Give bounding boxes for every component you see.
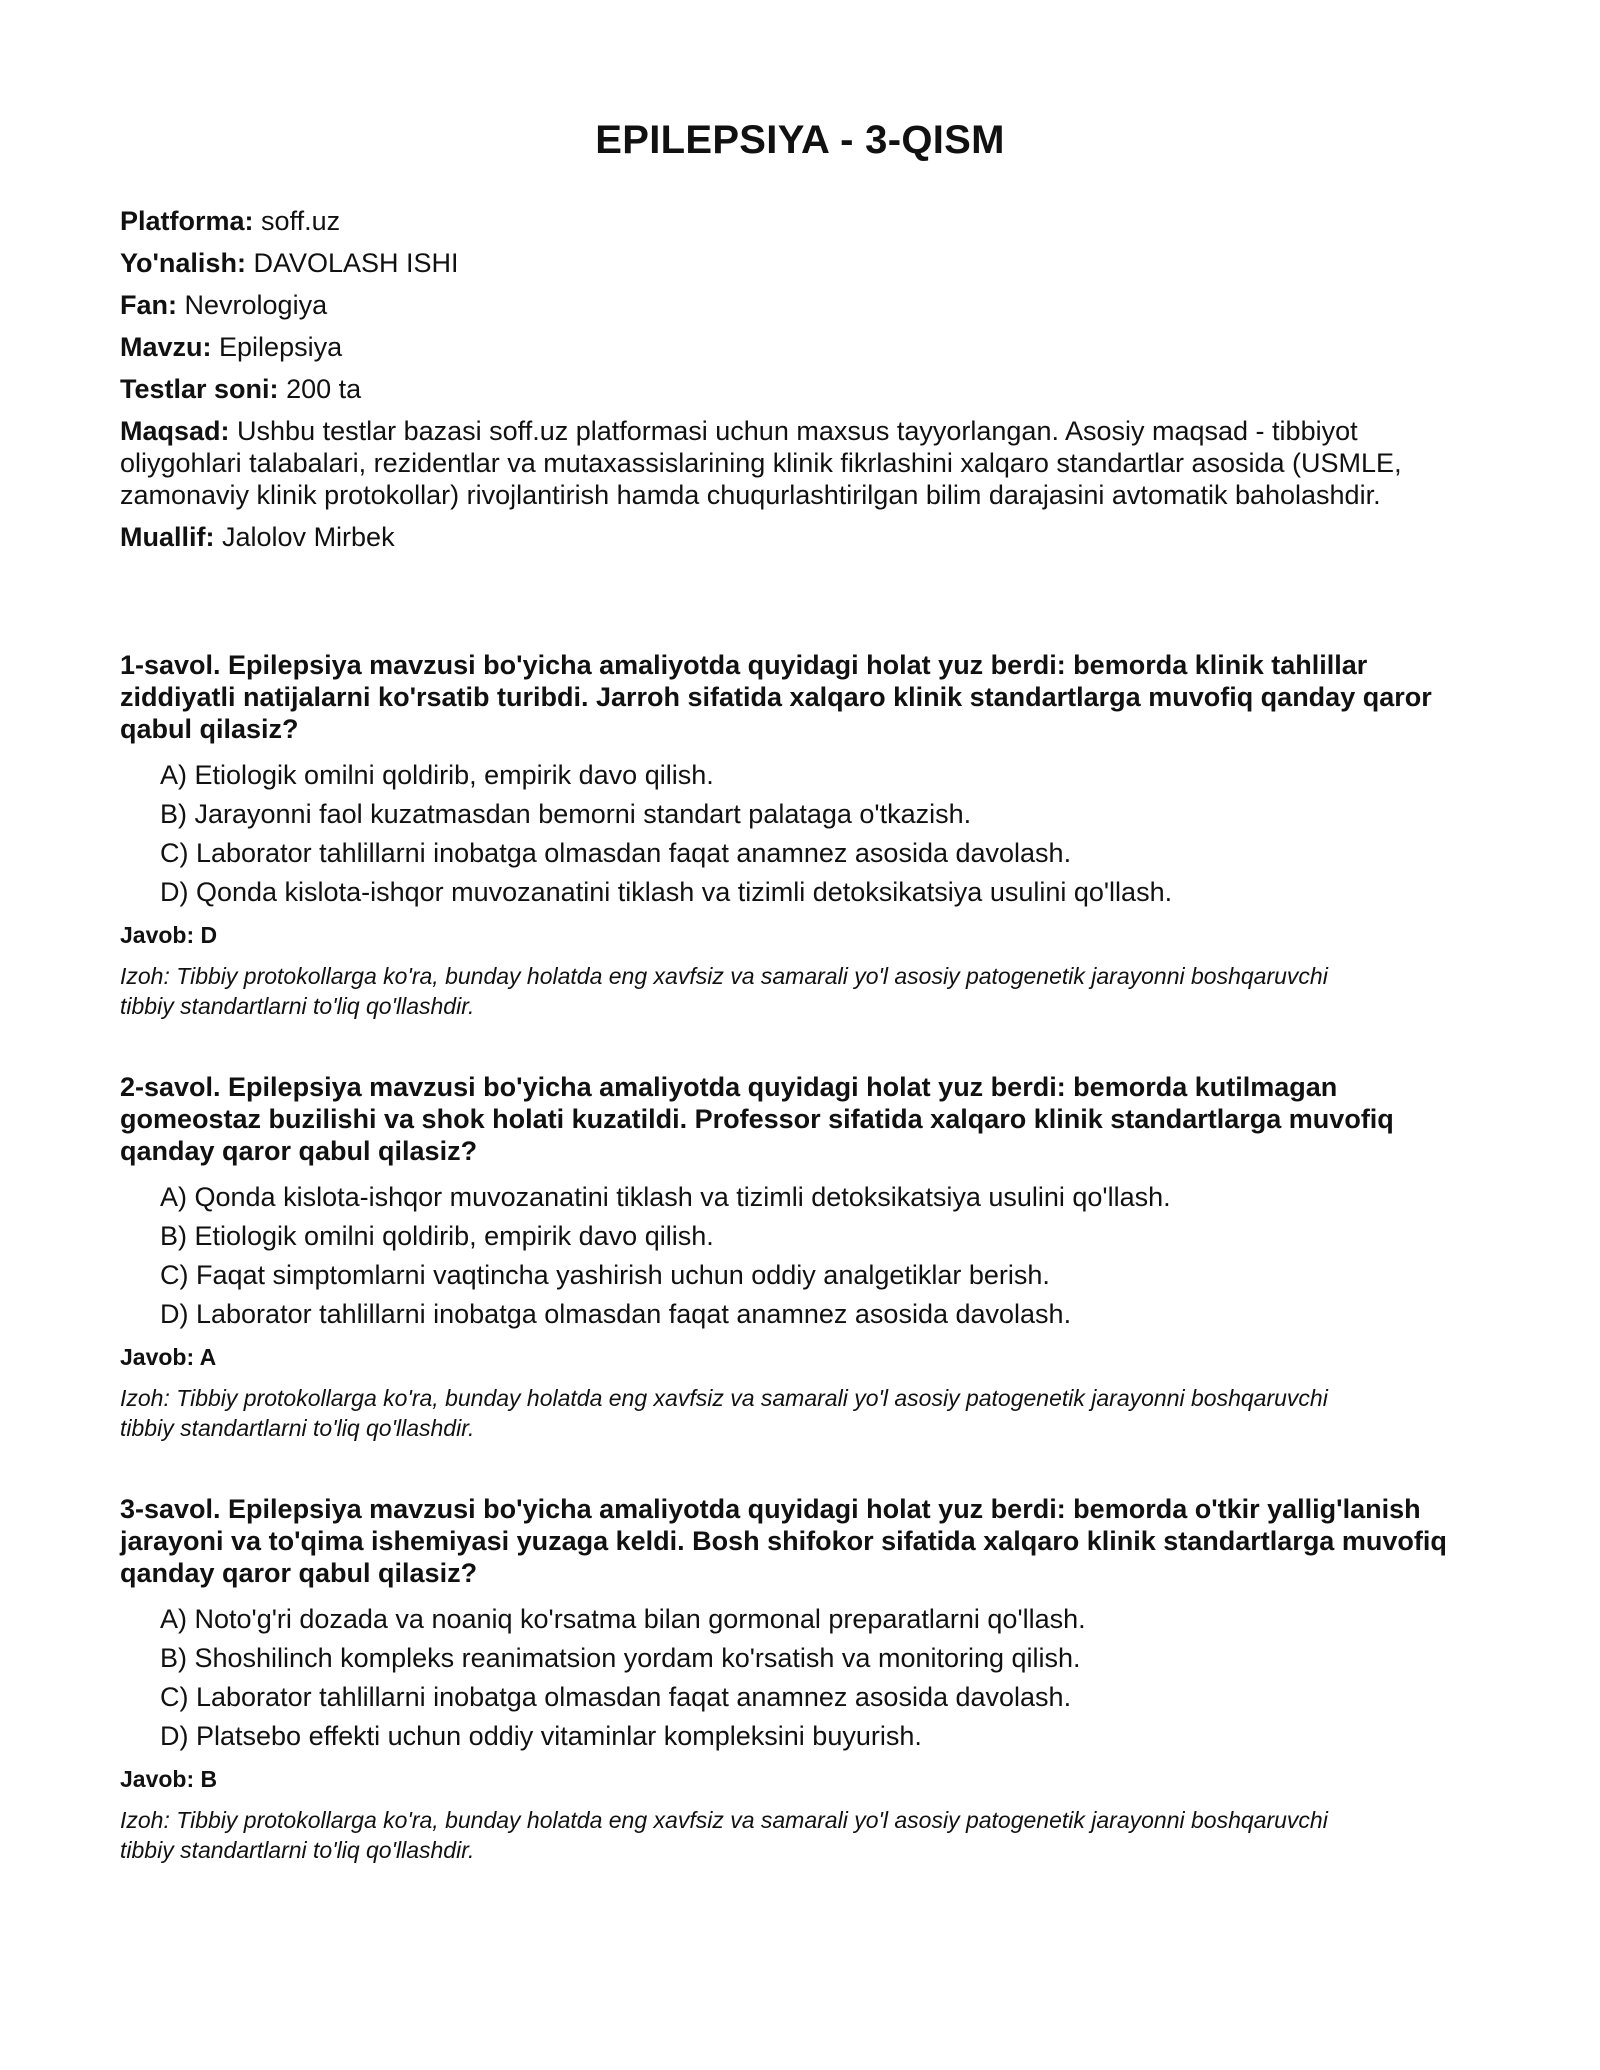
option-list (160, 1603, 1480, 1752)
meta-direction (120, 247, 1480, 279)
question-text: 3-savol. Epilepsiya mavzusi bo'yicha amaliyotda quyidagi holat yuz berdi: bemorda o'tkir yallig'lanish jarayoni va to'qima ishemiyasi yuzaga keldi. Bosh shifokor sifatida xalqaro klinik standartlarga muvofiq qanday qaror qabul qilasiz? (120, 1494, 1447, 1588)
option-list (160, 1181, 1480, 1330)
answer: Javob: A (120, 1344, 217, 1370)
option-c: C) Laborator tahlillarni inobatga olmasdan faqat anamnez asosida davolash. (160, 1682, 1072, 1712)
option-c: C) Laborator tahlillarni inobatga olmasdan faqat anamnez asosida davolash. (160, 838, 1072, 868)
meta-value: Epilepsiya (219, 332, 343, 362)
meta-value: soff.uz (261, 206, 341, 236)
meta-label: Platforma: (120, 206, 254, 236)
meta-value: 200 ta (286, 374, 362, 404)
option-b: B) Jarayonni faol kuzatmasdan bemorni standart palataga o'tkazish. (160, 799, 972, 829)
answer: Javob: D (120, 922, 218, 948)
meta-author (120, 521, 1480, 553)
meta-value: Ushbu testlar bazasi soff.uz platformasi uchun maxsus tayyorlangan. Asosiy maqsad - tibbiyot oliygohlari talabalari, rezidentlar va mutaxassislarining klinik fikrlashini xalqaro standartlar asosida (USMLE, zamonaviy klinik protokollar) rivojlantirish hamda chuqurlashtirilgan bilim darajasini avtomatik baholashdir. (120, 416, 1402, 510)
meta-purpose (120, 415, 1480, 511)
meta-platform (120, 205, 1480, 237)
meta-label: Maqsad: (120, 416, 230, 446)
meta-topic (120, 331, 1480, 363)
explanation: Izoh: Tibbiy protokollarga ko'ra, bunday holatda eng xavfsiz va samarali yo'l asosiy patogenetik jarayonni boshqaruvchi tibbiy standartlarni to'liq qo'llashdir. (120, 1807, 1328, 1863)
meta-label: Fan: (120, 290, 177, 320)
meta-label: Mavzu: (120, 332, 212, 362)
explanation: Izoh: Tibbiy protokollarga ko'ra, bunday holatda eng xavfsiz va samarali yo'l asosiy patogenetik jarayonni boshqaruvchi tibbiy standartlarni to'liq qo'llashdir. (120, 1385, 1328, 1441)
option-a: A) Qonda kislota-ishqor muvozanatini tiklash va tizimli detoksikatsiya usulini qo'llash. (160, 1182, 1171, 1212)
option-b: B) Shoshilinch kompleks reanimatsion yordam ko'rsatish va monitoring qilish. (160, 1643, 1081, 1673)
meta-value: Nevrologiya (184, 290, 328, 320)
option-a: A) Etiologik omilni qoldirib, empirik davo qilish. (160, 760, 714, 790)
option-b: B) Etiologik omilni qoldirib, empirik davo qilish. (160, 1221, 714, 1251)
question-1 (120, 649, 1480, 1021)
document-page (120, 118, 1480, 1915)
meta-label: Yo'nalish: (120, 248, 246, 278)
meta-block (120, 205, 1480, 553)
option-list (160, 759, 1480, 908)
meta-value: Jalolov Mirbek (222, 522, 395, 552)
option-a: A) Noto'g'ri dozada va noaniq ko'rsatma bilan gormonal preparatlarni qo'llash. (160, 1604, 1086, 1634)
page-title: EPILEPSIYA - 3-QISM (595, 118, 1005, 162)
option-d: D) Laborator tahlillarni inobatga olmasdan faqat anamnez asosida davolash. (160, 1299, 1072, 1329)
explanation: Izoh: Tibbiy protokollarga ko'ra, bunday holatda eng xavfsiz va samarali yo'l asosiy patogenetik jarayonni boshqaruvchi tibbiy standartlarni to'liq qo'llashdir. (120, 963, 1328, 1019)
meta-test-count (120, 373, 1480, 405)
meta-subject (120, 289, 1480, 321)
meta-label: Testlar soni: (120, 374, 279, 404)
question-2 (120, 1071, 1480, 1443)
question-3 (120, 1493, 1480, 1865)
option-c: C) Faqat simptomlarni vaqtincha yashirish uchun oddiy analgetiklar berish. (160, 1260, 1050, 1290)
meta-label: Muallif: (120, 522, 215, 552)
question-text: 2-savol. Epilepsiya mavzusi bo'yicha amaliyotda quyidagi holat yuz berdi: bemorda kutilmagan gomeostaz buzilishi va shok holati kuzatildi. Professor sifatida xalqaro klinik standartlarga muvofiq qanday qaror qabul qilasiz? (120, 1072, 1394, 1166)
option-d: D) Platsebo effekti uchun oddiy vitaminlar kompleksini buyurish. (160, 1721, 922, 1751)
meta-value: DAVOLASH ISHI (253, 248, 459, 278)
option-d: D) Qonda kislota-ishqor muvozanatini tiklash va tizimli detoksikatsiya usulini qo'llash. (160, 877, 1173, 907)
answer: Javob: B (120, 1766, 218, 1792)
question-text: 1-savol. Epilepsiya mavzusi bo'yicha amaliyotda quyidagi holat yuz berdi: bemorda klinik tahlillar ziddiyatli natijalarni ko'rsatib turibdi. Jarroh sifatida xalqaro klinik standartlarga muvofiq qanday qaror qabul qilasiz? (120, 650, 1432, 744)
